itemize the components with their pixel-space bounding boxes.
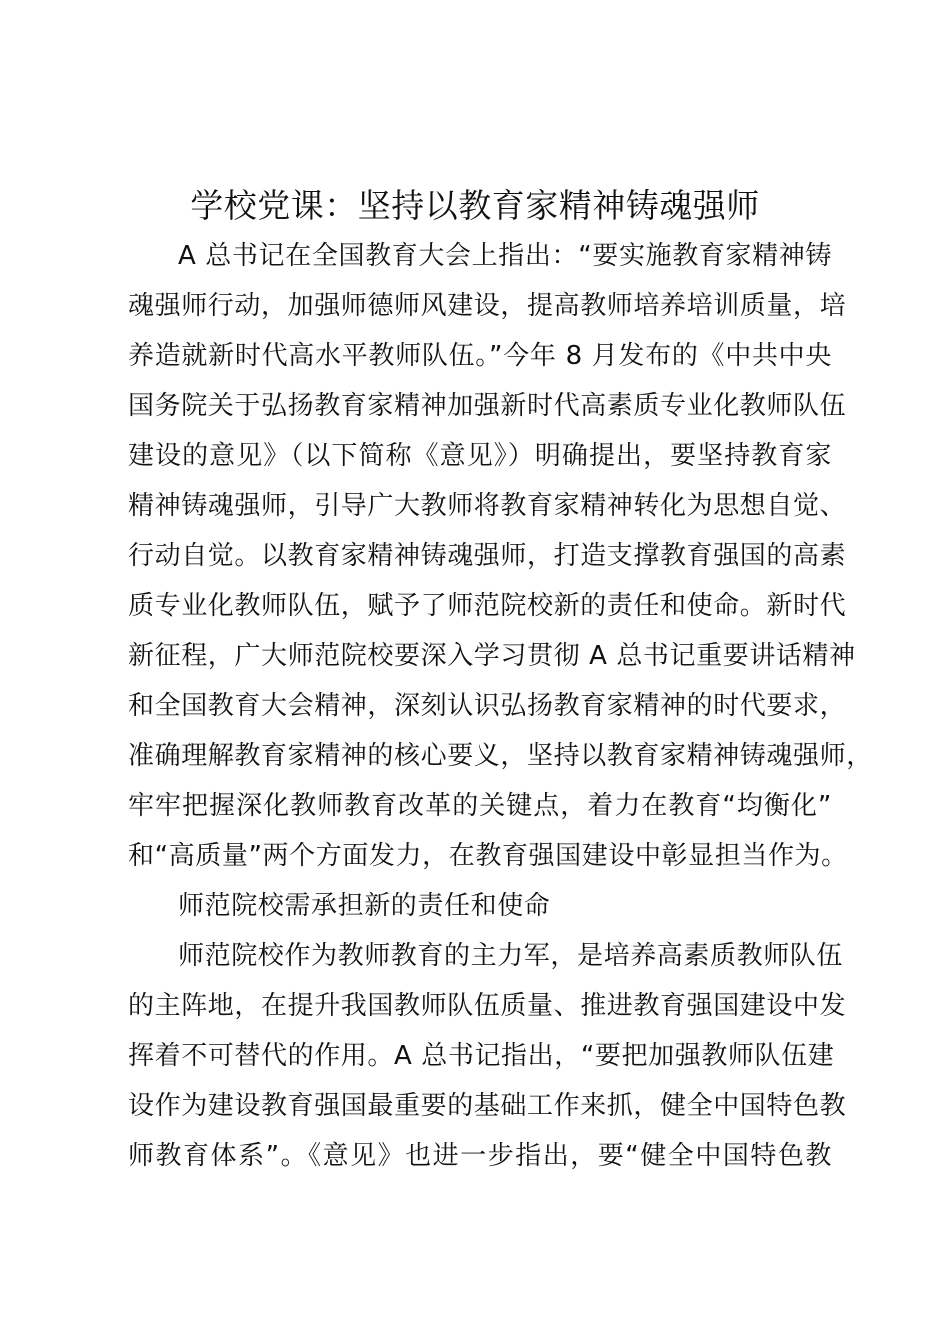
section-heading: 师范院校需承担新的责任和使命: [178, 891, 551, 921]
paragraph-line: 新征程，广大师范院校要深入学习贯彻 A 总书记重要讲话精神: [128, 641, 856, 671]
paragraph-line: 挥着不可替代的作用。A 总书记指出，“要把加强教师队伍建: [128, 1041, 835, 1071]
paragraph-line: 和“高质量”两个方面发力，在教育强国建设中彰显担当作为。: [128, 841, 848, 871]
document-title: 学校党课：坚持以教育家精神铸魂强师: [190, 186, 760, 225]
paragraph-line: 和全国教育大会精神，深刻认识弘扬教育家精神的时代要求，: [128, 691, 847, 721]
paragraph-line: 养造就新时代高水平教师队伍。”今年 8 月发布的《中共中央: [128, 341, 832, 371]
paragraph-line: 行动自觉。以教育家精神铸魂强师，打造支撑教育强国的高素: [128, 541, 847, 571]
paragraph-line: 质专业化教师队伍，赋予了师范院校新的责任和使命。新时代: [128, 591, 847, 621]
paragraph-line: 设作为建设教育强国最重要的基础工作来抓，健全中国特色教: [128, 1091, 847, 1121]
paragraph-line: 魂强师行动，加强师德师风建设，提高教师培养培训质量，培: [128, 291, 847, 321]
paragraph-line: 师范院校作为教师教育的主力军，是培养高素质教师队伍: [178, 941, 844, 971]
paragraph-line: 准确理解教育家精神的核心要义，坚持以教育家精神铸魂强师，: [128, 741, 873, 771]
paragraph-line: 精神铸魂强师，引导广大教师将教育家精神转化为思想自觉、: [128, 491, 847, 521]
paragraph-line: 建设的意见》（以下简称《意见》）明确提出，要坚持教育家: [128, 441, 832, 471]
paragraph-line: A 总书记在全国教育大会上指出：“要实施教育家精神铸: [178, 241, 832, 271]
paragraph-line: 牢牢把握深化教师教育改革的关键点，着力在教育“均衡化”: [128, 791, 832, 821]
paragraph-line: 国务院关于弘扬教育家精神加强新时代高素质专业化教师队伍: [128, 391, 847, 421]
paragraph-line: 的主阵地，在提升我国教师队伍质量、推进教育强国建设中发: [128, 991, 847, 1021]
paragraph-line: 师教育体系”。《意见》也进一步指出，要“健全中国特色教: [128, 1141, 832, 1171]
